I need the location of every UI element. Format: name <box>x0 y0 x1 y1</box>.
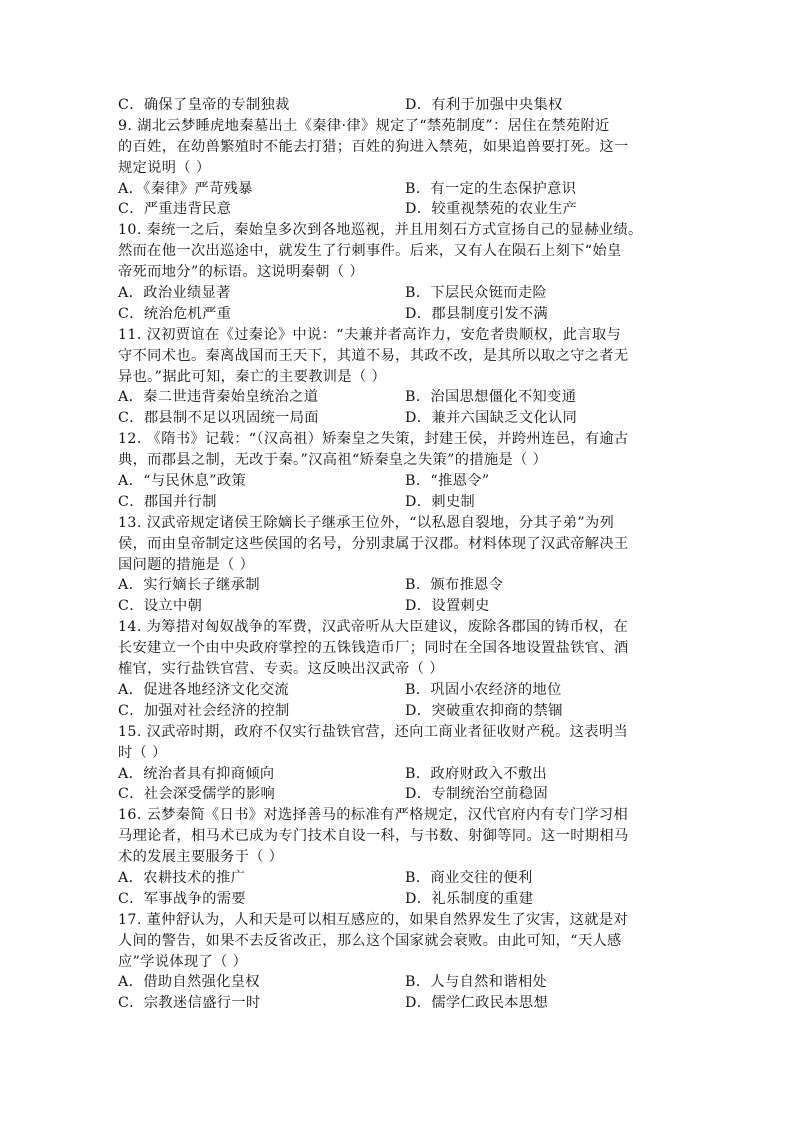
answer-option: B．颁布推恩令 <box>405 577 504 594</box>
question-text-line: 规定说明（ ） <box>118 159 211 176</box>
answer-option: D．设置刺史 <box>405 598 490 615</box>
answer-options-row <box>118 596 678 617</box>
answer-option: D．突破重农抑商的禁锢 <box>405 702 563 719</box>
exam-page <box>118 95 678 1014</box>
answer-option: B．“推恩令” <box>405 473 490 490</box>
answer-option: A．实行嫡长子继承制 <box>118 577 260 594</box>
answer-options-row <box>118 868 678 889</box>
answer-option: A．借助自然强化皇权 <box>118 974 260 991</box>
answer-option: A．政治业绩显著 <box>118 285 231 302</box>
question-text-line: 帝死而地分”的标语。这说明秦朝（ ） <box>118 264 364 281</box>
answer-option: C．统治危机严重 <box>118 305 232 322</box>
question-text-line: 典，而郡县之制，无改于秦。”汉高祖“矫秦皇之失策”的措施是（ ） <box>118 452 548 469</box>
question-text-line: 12. 《隋书》记载：“（汉高祖）矫秦皇之失策，封建王侯，并跨州连邑，有逾古 <box>118 431 629 448</box>
answer-option: C．社会深受儒学的影响 <box>118 786 276 803</box>
answer-option: C．郡国并行制 <box>118 493 217 510</box>
question-text-line: 侯，而由皇帝制定这些侯国的名号，分别隶属于汉郡。材料体现了汉武帝解决王 <box>118 535 629 552</box>
answer-option: D．兼并六国缺乏文化认同 <box>405 410 578 427</box>
answer-option: D．专制统治空前稳固 <box>405 786 549 803</box>
answer-option: D．刺史制 <box>405 493 476 510</box>
answer-options-row <box>118 680 678 701</box>
answer-option: D．有利于加强中央集权 <box>405 97 563 113</box>
question-text-line: 术的发展主要服务于（ ） <box>118 849 284 866</box>
question-text-line: 马理论者，相马术已成为专门技术自设一科，与书数、射御等同。这一时期相马 <box>118 828 629 845</box>
answer-option: B．下层民众铤而走险 <box>405 285 548 302</box>
answer-option: C．军事战争的需要 <box>118 890 246 907</box>
answer-option: C．郡县制不足以巩固统一局面 <box>118 410 319 427</box>
question-text-line: 守不同术也。秦离战国而王天下，其道不易，其政不改，是其所以取之守之者无 <box>118 347 629 364</box>
question-text-line: 13. 汉武帝规定诸侯王除嫡长子继承王位外，“以私恩自裂地，分其子弟”为列 <box>118 514 615 531</box>
answer-option: B．人与自然和谐相处 <box>405 974 548 991</box>
answer-options-row <box>118 993 678 1014</box>
answer-option: C．宗教迷信盛行一时 <box>118 995 261 1012</box>
answer-option: A．《秦律》严苛残暴 <box>118 180 253 197</box>
answer-option: D．较重视禁苑的农业生产 <box>405 201 578 218</box>
question-text-line: 17. 董仲舒认为，人和天是可以相互感应的，如果自然界发生了灾害，这就是对 <box>118 911 629 928</box>
question-text-line: 异也。”据此可知，秦亡的主要教训是（ ） <box>118 368 387 385</box>
question-text-line: 人间的警告，如果不去反省改正，那么这个国家就会衰败。由此可知，“天人感 <box>118 932 622 949</box>
question-text-line: 的百姓，在幼兽繁殖时不能去打猎；百姓的狗进入禁苑，如果追兽要打死。这一 <box>118 138 629 155</box>
answer-options-row <box>118 199 678 220</box>
question-text-line: 然而在他一次出巡途中，就发生了行刺事件。后来，又有人在陨石上刻下“始皇 <box>118 243 622 260</box>
answer-option: A．“与民休息”政策 <box>118 473 247 490</box>
question-text-line: 16. 云梦秦简《日书》对选择善马的标准有严格规定，汉代官府内有专门学习相 <box>118 807 629 824</box>
answer-options-row <box>118 304 678 325</box>
answer-options-row <box>118 784 678 805</box>
answer-options-row <box>118 889 678 910</box>
answer-option: B．政府财政入不敷出 <box>405 765 548 782</box>
answer-option: B．巩固小农经济的地位 <box>405 681 562 698</box>
answer-options-row <box>118 701 678 722</box>
answer-options-row <box>118 179 678 200</box>
question-text-line: 15. 汉武帝时期，政府不仅实行盐铁官营，还向工商业者征收财产税。这表明当 <box>118 723 629 740</box>
answer-option: A．促进各地经济文化交流 <box>118 681 290 698</box>
question-text-line: 时（ ） <box>118 744 167 761</box>
answer-option: B．治国思想僵化不知变通 <box>405 389 577 406</box>
answer-options-row <box>118 387 678 408</box>
answer-option: C．设立中朝 <box>118 598 203 615</box>
question-text-line: 9. 湖北云梦睡虎地秦墓出土《秦律·律》规定了“禁苑制度”：居住在禁苑附近 <box>118 117 610 134</box>
question-text-line: 应”学说体现了（ ） <box>118 953 248 970</box>
answer-option: D．郡县制度引发不满 <box>405 305 549 322</box>
answer-options-row <box>118 95 678 116</box>
answer-options-row <box>118 408 678 429</box>
question-text-line: 10. 秦统一之后，秦始皇多次到各地巡视，并且用刻石方式宣扬自己的显赫业绩。 <box>118 222 643 239</box>
answer-options-row <box>118 492 678 513</box>
answer-option: A．农耕技术的推广 <box>118 869 246 886</box>
answer-options-row <box>118 972 678 993</box>
answer-option: B．商业交往的便利 <box>405 869 533 886</box>
answer-option: C．加强对社会经济的控制 <box>118 702 290 719</box>
answer-option: D．儒学仁政民本思想 <box>405 995 549 1012</box>
answer-option: C．严重违背民意 <box>118 201 232 218</box>
answer-options-row <box>118 471 678 492</box>
answer-options-row <box>118 575 678 596</box>
answer-option: B．有一定的生态保护意识 <box>405 180 577 197</box>
question-text-line: 国问题的措施是（ ） <box>118 556 255 573</box>
question-text-line: 14. 为筹措对匈奴战争的军费，汉武帝听从大臣建议，废除各郡国的铸币权，在 <box>118 619 629 636</box>
question-text-line: 榷官，实行盐铁官营、专卖。这反映出汉武帝（ ） <box>118 661 444 678</box>
question-text-line: 长安建立一个由中央政府掌控的五铢钱造币厂；同时在全国各地设置盐铁官、酒 <box>118 640 629 657</box>
answer-options-row <box>118 283 678 304</box>
answer-option: D．礼乐制度的重建 <box>405 890 534 907</box>
answer-option: A．统治者具有抑商倾向 <box>118 765 275 782</box>
answer-option: A．秦二世违背秦始皇统治之道 <box>118 389 319 406</box>
question-text-line: 11. 汉初贾谊在《过秦论》中说：“夫兼并者高诈力，安危者贵顺权，此言取与 <box>118 326 622 343</box>
answer-option: C．确保了皇帝的专制独裁 <box>118 97 290 113</box>
answer-options-row <box>118 764 678 785</box>
